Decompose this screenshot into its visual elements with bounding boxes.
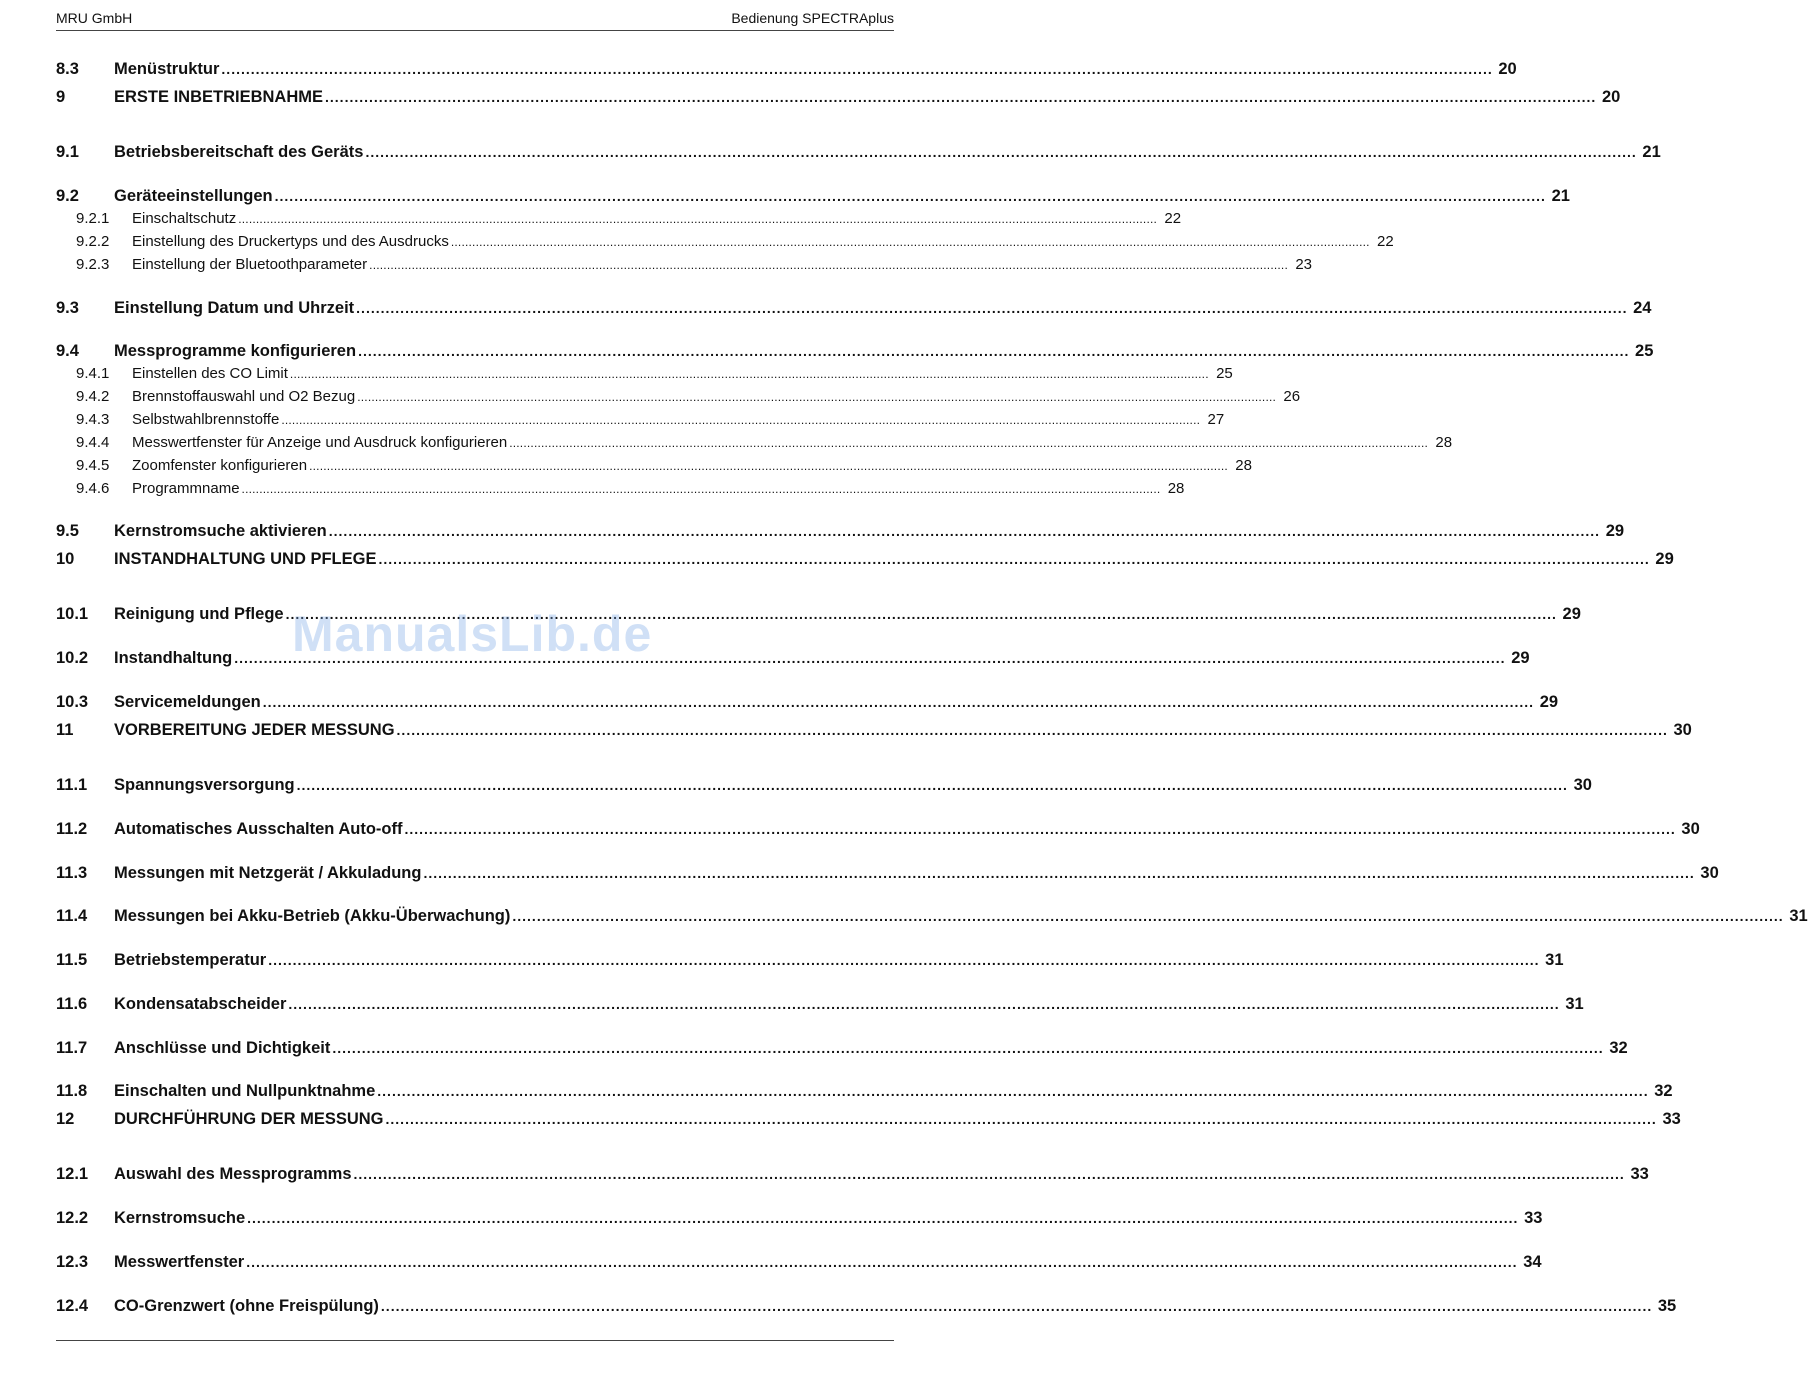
toc-entry-title: Selbstwahlbrennstoffe	[132, 411, 280, 428]
toc-entry-page: 30	[1673, 721, 1692, 739]
toc-entry-page: 33	[1662, 1110, 1681, 1128]
toc-entry[interactable]	[56, 185, 1570, 207]
header-manual-title: Bedienung SPECTRAplus	[731, 10, 894, 26]
toc-leader-dots: ....................................................................................................................................................................................................................................................................	[268, 952, 1540, 968]
toc-entry-title: Instandhaltung	[114, 649, 233, 667]
toc-entry-page: 29	[1655, 550, 1674, 568]
toc-entry-title: ERSTE INBETRIEBNAHME	[114, 88, 324, 106]
toc-entry-page: 27	[1207, 411, 1225, 428]
toc-entry-number: 11.3	[56, 864, 88, 882]
toc-entry-page: 25	[1216, 365, 1233, 382]
toc-leader-dots: ....................................................................................................................................................................................................................................................................	[281, 413, 1201, 427]
toc-entry[interactable]	[56, 409, 1225, 431]
toc-entry-page: 31	[1789, 907, 1808, 925]
toc-entry[interactable]	[56, 905, 1808, 927]
toc-entry-number: 9.4.5	[76, 457, 110, 474]
toc-entry-title: Geräteeinstellungen	[114, 187, 273, 205]
toc-entry-number: 11.2	[56, 820, 88, 838]
toc-entry[interactable]	[56, 231, 1394, 253]
toc-leader-dots: ....................................................................................................................................................................................................................................................................	[353, 1166, 1625, 1182]
toc-entry[interactable]	[56, 432, 1453, 454]
toc-entry[interactable]	[56, 208, 1182, 230]
toc-entry[interactable]	[56, 1295, 1677, 1317]
toc-entry-page: 23	[1295, 256, 1312, 273]
toc-leader-dots: ....................................................................................................................................................................................................................................................................	[332, 1040, 1604, 1056]
toc-leader-dots: ....................................................................................................................................................................................................................................................................	[369, 258, 1288, 272]
toc-leader-dots: ....................................................................................................................................................................................................................................................................	[512, 908, 1784, 924]
toc-entry-title: Messwertfenster	[114, 1253, 245, 1271]
toc-leader-dots: ....................................................................................................................................................................................................................................................................	[325, 89, 1597, 105]
toc-entry-number: 8.3	[56, 60, 79, 78]
toc-leader-dots: ....................................................................................................................................................................................................................................................................	[377, 1083, 1649, 1099]
toc-entry[interactable]	[56, 818, 1700, 840]
watermark: ManualsLib.de	[292, 606, 653, 662]
toc-entry[interactable]	[56, 1108, 1681, 1130]
toc-entry-number: 11.6	[56, 995, 88, 1013]
toc-leader-dots: ....................................................................................................................................................................................................................................................................	[234, 650, 1506, 666]
toc-entry-number: 9.4.3	[76, 411, 110, 428]
toc-entry[interactable]	[56, 1163, 1649, 1185]
header-company: MRU GmbH	[56, 10, 133, 26]
toc-entry-title: Betriebstemperatur	[114, 951, 267, 969]
toc-entry-title: Reinigung und Pflege	[114, 605, 284, 623]
toc-entry-page: 31	[1565, 995, 1584, 1013]
toc-entry-number: 12.1	[56, 1165, 89, 1183]
toc-entry[interactable]	[56, 520, 1625, 542]
toc-entry-number: 10.2	[56, 649, 89, 667]
table-of-contents	[56, 0, 1808, 1379]
toc-entry-title: Einstellung des Druckertyps und des Ausdrucks	[132, 233, 449, 250]
toc-entry-number: 11.1	[56, 776, 88, 794]
toc-entry-title: Messprogramme konfigurieren	[114, 342, 357, 360]
toc-leader-dots: ....................................................................................................................................................................................................................................................................	[378, 551, 1650, 567]
toc-entry[interactable]	[56, 774, 1592, 796]
toc-leader-dots: ....................................................................................................................................................................................................................................................................	[450, 235, 1370, 249]
toc-entry-page: 35	[1657, 1297, 1677, 1315]
toc-entry-number: 11	[56, 721, 74, 739]
toc-entry[interactable]	[56, 386, 1301, 408]
toc-entry-page: 21	[1551, 187, 1570, 205]
toc-entry-title: Einstellen des CO Limit	[132, 365, 288, 382]
toc-leader-dots: ....................................................................................................................................................................................................................................................................	[385, 1111, 1657, 1127]
toc-leader-dots: ....................................................................................................................................................................................................................................................................	[221, 61, 1493, 77]
toc-leader-dots: ....................................................................................................................................................................................................................................................................	[262, 694, 1535, 710]
toc-entry-title: Messwertfenster für Anzeige und Ausdruck konfigurieren	[132, 434, 508, 451]
toc-entry-number: 11.4	[56, 907, 88, 925]
toc-entry-title: Einstellung Datum und Uhrzeit	[114, 299, 355, 317]
toc-entry-title: Einstellung der Bluetoothparameter	[132, 256, 368, 273]
toc-leader-dots: ....................................................................................................................................................................................................................................................................	[238, 212, 1158, 226]
toc-entry[interactable]	[56, 254, 1312, 276]
toc-leader-dots: ....................................................................................................................................................................................................................................................................	[296, 777, 1568, 793]
toc-entry[interactable]	[56, 297, 1652, 319]
toc-entry[interactable]	[56, 340, 1654, 362]
toc-entry-page: 28	[1167, 480, 1185, 497]
toc-entry-number: 9.4.4	[76, 434, 110, 451]
toc-leader-dots: ....................................................................................................................................................................................................................................................................	[328, 523, 1601, 539]
toc-entry-page: 29	[1539, 693, 1559, 711]
toc-entry[interactable]	[56, 1080, 1673, 1102]
toc-entry-title: INSTANDHALTUNG UND PFLEGE	[114, 550, 377, 568]
toc-entry-number: 9.2.2	[76, 233, 110, 250]
toc-entry-title: Programmname	[132, 480, 240, 497]
toc-entry-page: 29	[1605, 522, 1625, 540]
toc-entry-page: 33	[1524, 1209, 1543, 1227]
toc-entry-number: 9.5	[56, 522, 79, 540]
toc-entry[interactable]	[56, 719, 1692, 741]
toc-entry-number: 9.2.3	[76, 256, 110, 273]
toc-entry-number: 9.3	[56, 299, 79, 317]
toc-leader-dots: ....................................................................................................................................................................................................................................................................	[246, 1254, 1518, 1270]
toc-entry-number: 9.2.1	[76, 210, 110, 227]
toc-entry-page: 24	[1633, 299, 1652, 317]
toc-entry-number: 10.3	[56, 693, 89, 711]
toc-entry-page: 21	[1642, 143, 1661, 161]
toc-entry[interactable]	[56, 1207, 1543, 1229]
toc-entry-number: 11.5	[56, 951, 88, 969]
toc-entry-page: 32	[1654, 1082, 1673, 1100]
toc-entry-number: 12.3	[56, 1253, 89, 1271]
toc-entry-number: 12.4	[56, 1297, 89, 1315]
toc-entry-title: Betriebsbereitschaft des Geräts	[114, 143, 364, 161]
toc-entry-page: 33	[1630, 1165, 1649, 1183]
toc-leader-dots: ....................................................................................................................................................................................................................................................................	[289, 367, 1209, 381]
toc-entry-title: Messungen bei Akku-Betrieb (Akku-Überwachung)	[114, 907, 511, 925]
toc-entry-number: 9.2	[56, 187, 79, 205]
toc-entry-title: DURCHFÜHRUNG DER MESSUNG	[114, 1110, 384, 1128]
toc-entry-page: 26	[1283, 388, 1301, 405]
toc-entry-page: 31	[1545, 951, 1564, 969]
toc-entry[interactable]	[56, 548, 1674, 570]
toc-leader-dots: ....................................................................................................................................................................................................................................................................	[365, 144, 1637, 160]
toc-entry-page: 22	[1164, 210, 1182, 227]
toc-entry-page: 30	[1681, 820, 1700, 838]
toc-leader-dots: ....................................................................................................................................................................................................................................................................	[423, 865, 1695, 881]
toc-leader-dots: ....................................................................................................................................................................................................................................................................	[357, 390, 1277, 404]
toc-entry[interactable]	[56, 86, 1621, 108]
toc-entry-number: 9.4	[56, 342, 79, 360]
toc-leader-dots: ....................................................................................................................................................................................................................................................................	[241, 482, 1161, 496]
toc-entry-title: Spannungsversorgung	[114, 776, 295, 794]
toc-entry-number: 10	[56, 550, 75, 568]
toc-entry-title: VORBEREITUNG JEDER MESSUNG	[114, 721, 395, 739]
toc-entry-title: Kondensatabscheider	[114, 995, 287, 1013]
toc-leader-dots: ....................................................................................................................................................................................................................................................................	[247, 1210, 1519, 1226]
toc-entry-title: Auswahl des Messprogramms	[114, 1165, 352, 1183]
toc-entry-page: 28	[1435, 434, 1453, 451]
toc-entry-title: Servicemeldungen	[114, 693, 261, 711]
toc-entry[interactable]	[56, 1037, 1628, 1059]
toc-entry-title: Anschlüsse und Dichtigkeit	[114, 1039, 331, 1057]
toc-entry-page: 25	[1635, 342, 1654, 360]
toc-entry-page: 34	[1523, 1253, 1542, 1271]
toc-entry-page: 30	[1700, 864, 1719, 882]
toc-entry-page: 32	[1609, 1039, 1628, 1057]
toc-entry[interactable]	[56, 949, 1564, 971]
toc-entry-title: Kernstromsuche	[114, 1209, 246, 1227]
toc-leader-dots: ....................................................................................................................................................................................................................................................................	[285, 606, 1557, 622]
toc-entry-number: 11.7	[56, 1039, 88, 1057]
toc-entry-number: 12.2	[56, 1209, 89, 1227]
toc-entry[interactable]	[56, 58, 1517, 80]
toc-entry-number: 9.4.1	[76, 365, 110, 382]
toc-entry[interactable]	[56, 455, 1252, 477]
toc-leader-dots: ....................................................................................................................................................................................................................................................................	[358, 343, 1630, 359]
toc-entry-number: 9.4.6	[76, 480, 110, 497]
toc-leader-dots: ....................................................................................................................................................................................................................................................................	[356, 300, 1628, 316]
toc-entry-number: 10.1	[56, 605, 89, 623]
toc-entry[interactable]	[56, 691, 1559, 713]
toc-entry[interactable]	[56, 862, 1719, 884]
footer-divider	[56, 1340, 894, 1341]
toc-entry[interactable]	[56, 141, 1661, 163]
toc-entry-title: CO-Grenzwert (ohne Freispülung)	[114, 1297, 379, 1315]
toc-entry-title: Einschaltschutz	[132, 210, 237, 227]
toc-leader-dots: ....................................................................................................................................................................................................................................................................	[309, 459, 1228, 473]
toc-entry-title: Einschalten und Nullpunktnahme	[114, 1082, 376, 1100]
toc-entry[interactable]	[56, 993, 1584, 1015]
toc-entry-title: Kernstromsuche aktivieren	[114, 522, 327, 540]
toc-entry[interactable]	[56, 647, 1530, 669]
toc-entry-number: 11.8	[56, 1082, 88, 1100]
toc-entry[interactable]	[56, 478, 1185, 500]
toc-entry-title: Zoomfenster konfigurieren	[132, 457, 308, 474]
toc-entry-page: 22	[1377, 233, 1394, 250]
toc-leader-dots: ....................................................................................................................................................................................................................................................................	[509, 436, 1429, 450]
toc-entry[interactable]	[56, 603, 1581, 625]
toc-entry[interactable]	[56, 363, 1233, 385]
toc-entry-title: Messungen mit Netzgerät / Akkuladung	[114, 864, 422, 882]
toc-entry[interactable]	[56, 1251, 1542, 1273]
toc-entry-page: 29	[1511, 649, 1530, 667]
toc-leader-dots: ....................................................................................................................................................................................................................................................................	[288, 996, 1560, 1012]
toc-entry-page: 20	[1601, 88, 1621, 106]
toc-entry-title: Brennstoffauswahl und O2 Bezug	[132, 388, 356, 405]
toc-entry-page: 30	[1573, 776, 1592, 794]
toc-entry-number: 12	[56, 1110, 75, 1128]
toc-entry-title: Automatisches Ausschalten Auto-off	[114, 820, 403, 838]
toc-leader-dots: ....................................................................................................................................................................................................................................................................	[396, 722, 1668, 738]
toc-entry-page: 28	[1235, 457, 1252, 474]
toc-entry-title: Menüstruktur	[114, 60, 220, 78]
toc-entry-number: 9.1	[56, 143, 79, 161]
toc-entry-page: 20	[1498, 60, 1517, 78]
toc-entry-page: 29	[1562, 605, 1581, 623]
toc-leader-dots: ....................................................................................................................................................................................................................................................................	[404, 821, 1676, 837]
toc-entry-number: 9	[56, 88, 66, 106]
toc-entry-number: 9.4.2	[76, 388, 110, 405]
toc-leader-dots: ....................................................................................................................................................................................................................................................................	[274, 188, 1546, 204]
toc-leader-dots: ....................................................................................................................................................................................................................................................................	[380, 1298, 1653, 1314]
